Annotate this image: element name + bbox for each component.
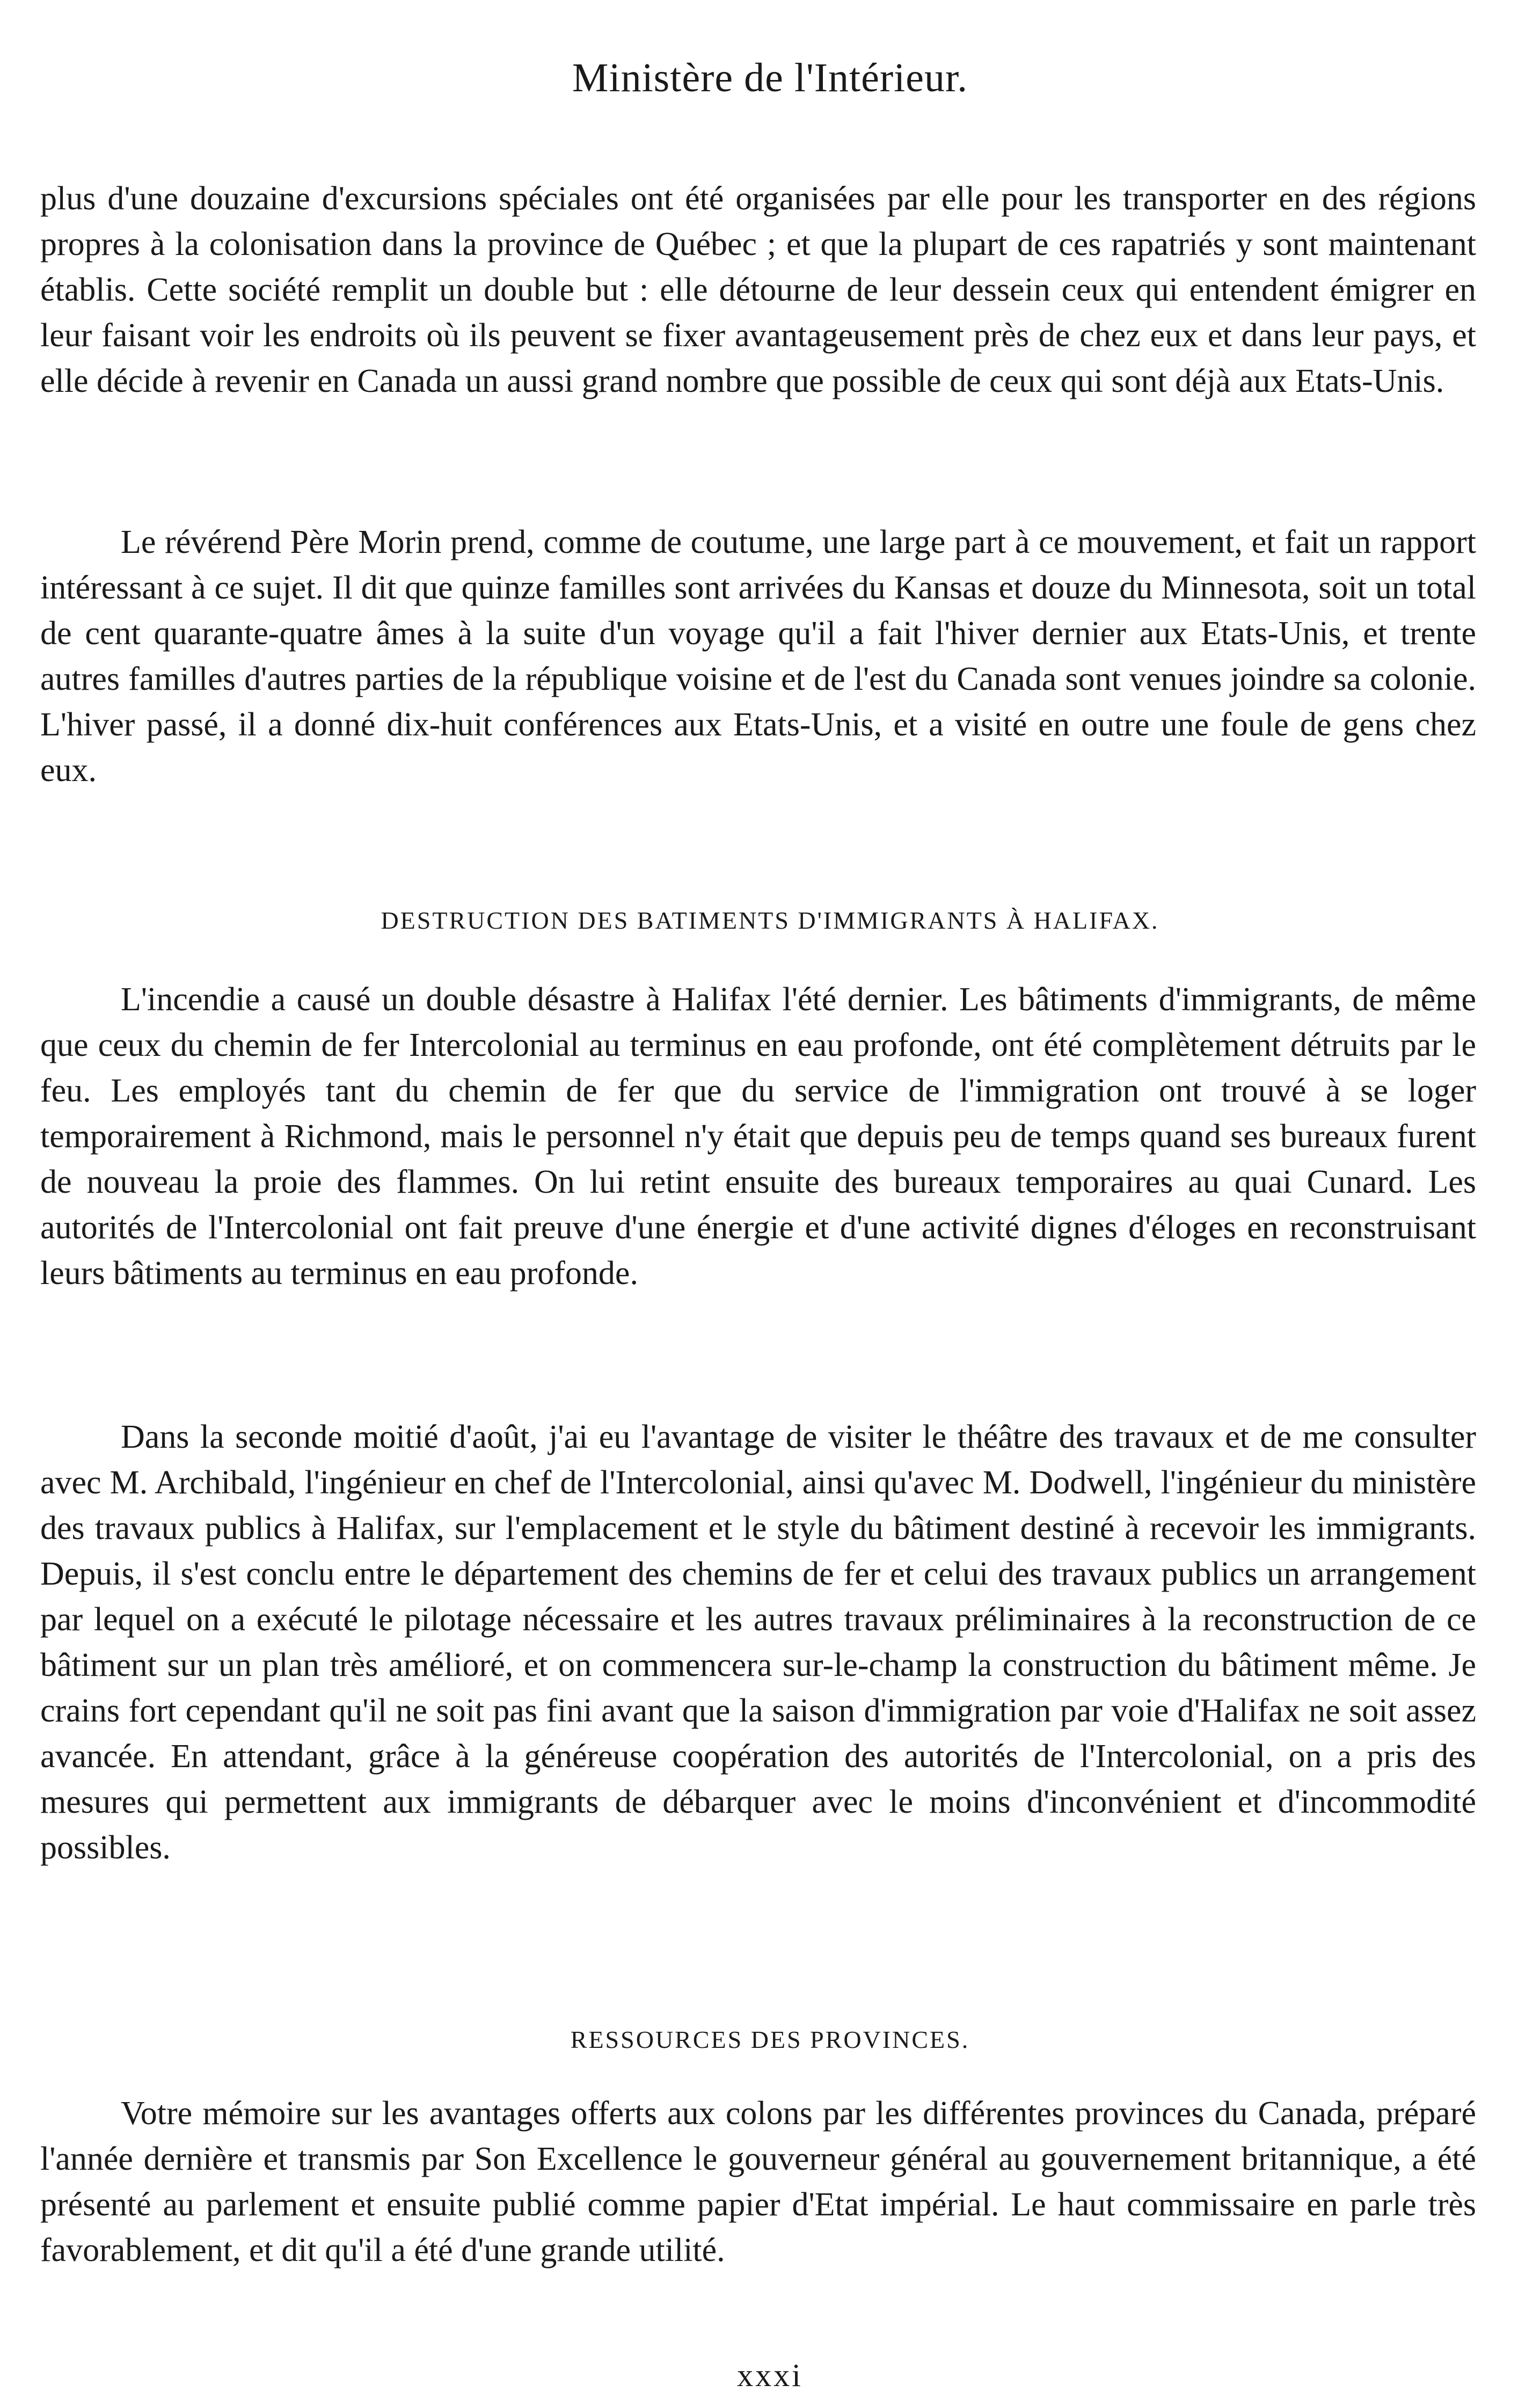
section-heading-ressources: RESSOURCES DES PROVINCES. [570, 2026, 970, 2053]
paragraph-incendie: L'incendie a causé un double désastre à Halifax l'été dernier. Les bâtiments d'immigrants, de même que ceux du chemin de fer Intercolonial au terminus en eau profonde, ont été complètement détruits par le feu. Les employés tant du chemin de fer que du service de l'immigration ont trouvé à se loger temporairement à Richmond, mais le personnel n'y était que depuis peu de temps quand ses bureaux furent de nouveau la proie des flammes. On lui retint ensuite des bureaux temporaires au quai Cunard. Les autorités de l'Intercolonial ont fait preuve d'une énergie et d'une activité dignes d'éloges en reconstruisant leurs bâtiments au terminus en eau profonde. [40, 981, 1476, 1292]
paragraph-memoire: Votre mémoire sur les avantages offerts aux colons par les différentes provinces du Canada, préparé l'année dernière et transmis par Son Excellence le gouverneur général au gouvernement britannique, a été présenté au parlement et ensuite publié comme papier d'Etat impérial. Le haut commissaire en parle très favorablement, et dit qu'il a été d'une grande utilité. [40, 2095, 1476, 2269]
paragraph-excursions: plus d'une douzaine d'excursions spéciales ont été organisées par elle pour les transporter en des régions propres à la colonisation dans la province de Québec ; et que la plupart de ces rapatriés y sont maintenant établis. Cette société remplit un double but : elle détourne de leur dessein ceux qui entendent émigrer en leur faisant voir les endroits où ils peuvent se fixer avantageusement près de chez eux et dans leur pays, et elle décide à revenir en Canada un aussi grand nombre que possible de ceux qui sont déjà aux Etats-Unis. [40, 180, 1476, 399]
running-head: Ministère de l'Intérieur. [572, 55, 968, 100]
page-number: xxxi [737, 2358, 803, 2393]
paragraph-pere-morin: Le révérend Père Morin prend, comme de coutume, une large part à ce mouvement, et fait un rapport intéressant à ce sujet. Il dit que quinze familles sont arrivées du Kansas et douze du Minnesota, soit un total de cent quarante-quatre âmes à la suite d'un voyage qu'il a fait l'hiver dernier aux Etats-Unis, et trente autres familles d'autres parties de la république voisine et de l'est du Canada sont venues joindre sa colonie. L'hiver passé, il a donné dix-huit conférences aux Etats-Unis, et a visité en outre une foule de gens chez eux. [40, 524, 1476, 789]
section-heading-destruction: DESTRUCTION DES BATIMENTS D'IMMIGRANTS À HALIFAX. [381, 907, 1159, 934]
paragraph-reconstruction: Dans la seconde moitié d'août, j'ai eu l'avantage de visiter le théâtre des travaux et de me consulter avec M. Archibald, l'ingénieur en chef de l'Intercolonial, ainsi qu'avec M. Dodwell, l'ingénieur du ministère des travaux publics à Halifax, sur l'emplacement et le style du bâtiment destiné à recevoir les immigrants. Depuis, il s'est conclu entre le département des chemins de fer et celui des travaux publics un arrangement par lequel on a exécuté le pilotage nécessaire et les autres travaux préliminaires à la reconstruction de ce bâtiment sur un plan très amélioré, et on commencera sur-le-champ la construction du bâtiment même. Je crains fort cependant qu'il ne soit pas fini avant que la saison d'immigration par voie d'Halifax ne soit assez avancée. En attendant, grâce à la généreuse coopération des autorités de l'Intercolonial, on a pris des mesures qui permettent aux immigrants de débarquer avec le moins d'inconvénient et d'incommodité possibles. [40, 1419, 1476, 1866]
